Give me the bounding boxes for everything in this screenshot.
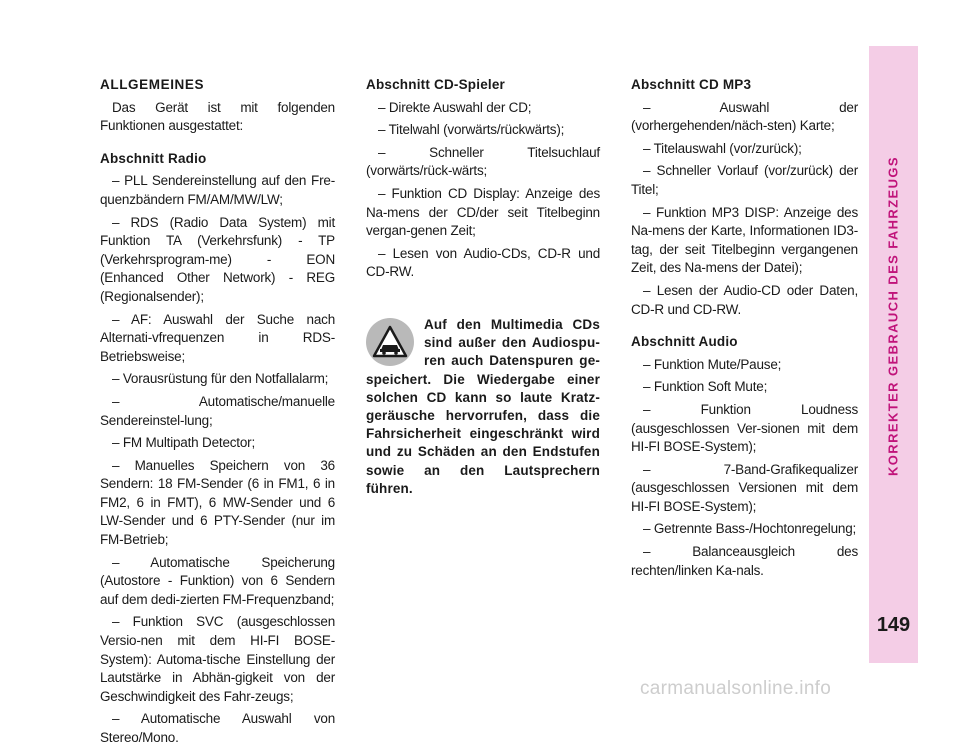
list-item: – Auswahl der (vorhergehenden/näch-sten) Karte; — [631, 99, 858, 134]
list-item: – AF: Auswahl der Suche nach Alternati-vfrequenzen in RDS-Betriebsweise; — [100, 311, 335, 364]
intro-text: Das Gerät ist mit folgenden Funktionen ausgestattet: — [100, 99, 335, 134]
list-item: – Titelwahl (vorwärts/rückwärts); — [378, 122, 565, 138]
section-heading-general: ALLGEMEINES — [100, 77, 205, 92]
list-item: – RDS (Radio Data System) mit Funktion TA (Verkehrsfunk) - TP (Verkehrsprogram-me) - EON (Enhanced Other Network) - REG (Regionalsender); — [100, 214, 335, 304]
list-item: – Funktion Soft Mute; — [643, 379, 768, 395]
column-cd-player — [366, 76, 600, 498]
list-item: – Titelauswahl (vor/zurück); — [643, 140, 802, 156]
warning-car-icon — [366, 318, 414, 366]
list-item: – Funktion Loudness (ausgeschlossen Ver-sionen mit dem HI-FI BOSE-System); — [631, 401, 858, 455]
chapter-title: KORREKTER GEBRAUCH DES FAHRZEUGS — [885, 156, 901, 476]
list-item: – Balanceausgleich des rechten/linken Ka-nals. — [631, 544, 858, 578]
list-item: – Automatische Speicherung (Autostore - Funktion) von 6 Sendern auf dem dedi-zierten FM-Frequenzband; — [100, 554, 335, 607]
column-mp3-audio — [631, 76, 858, 584]
chapter-sidebar — [869, 46, 918, 663]
list-item: – Lesen von Audio-CDs, CD-R und CD-RW. — [366, 245, 600, 280]
page-number: 149 — [876, 614, 911, 636]
list-item: – Automatische/manuelle Sendereinstel-lung; — [100, 393, 335, 428]
list-item: – Schneller Titelsuchlauf (vorwärts/rück-wärts; — [366, 144, 600, 179]
subheading-cd-mp3: Abschnitt CD MP3 — [631, 77, 752, 92]
subheading-radio: Abschnitt Radio — [100, 150, 207, 166]
list-item: – Automatische Auswahl von Stereo/Mono. — [100, 711, 335, 745]
list-item: – Lesen der Audio-CD oder Daten, CD-R und CD-RW. — [631, 282, 858, 317]
list-item: – Funktion Mute/Pause; — [643, 356, 782, 372]
subheading-audio: Abschnitt Audio — [631, 334, 738, 350]
list-item: – Funktion SVC (ausgeschlossen Versio-nen mit dem HI-FI BOSE-System): Automa-tische Einstellung der Lautstärke in Abhän-gigkeit von der Geschwindigkeit des Fahr-zeugs; — [100, 614, 335, 704]
list-item: – Funktion MP3 DISP: Anzeige des Na-mens der Karte, Informationen ID3-tag, der seit Titelbeginn vergangenen Zeit, des Na-mens der Datei); — [631, 204, 858, 276]
list-item: – PLL Sendereinstellung auf den Fre-quenzbändern FM/AM/MW/LW; — [100, 173, 335, 207]
list-item: – Vorausrüstung für den Notfallalarm; — [112, 371, 329, 387]
list-item: – Manuelles Speichern von 36 Sendern: 18 FM-Sender (6 in FM1, 6 in FM2, 6 in FMT), 6 MW-Sender und 6 LW-Sender und 6 PTY-Sender (nur im FM-Betrieb; — [100, 457, 335, 548]
list-item: – 7-Band-Grafikequalizer (ausgeschlossen Versionen mit dem HI-FI BOSE-System); — [631, 461, 858, 514]
list-item: – Schneller Vorlauf (vor/zurück) der Titel; — [631, 163, 858, 197]
list-item: – Getrennte Bass-/Hochtonregelung; — [643, 521, 857, 537]
list-item: – FM Multipath Detector; — [112, 435, 256, 451]
list-item: – Direkte Auswahl der CD; — [378, 99, 532, 115]
list-item: – Funktion CD Display: Anzeige des Na-mens der CD/der seit Titelbeginn vergan-genen Zeit; — [366, 185, 600, 239]
watermark: carmanualsonline.info — [640, 678, 832, 699]
warning-text: Auf den Multimedia CDs sind außer den Audiospu-ren auch Datenspuren ge-speichert. Die Wiedergabe einer solchen CD kann so laute Kratz-geräusche hervorrufen, dass die Fahrsicherheit eingeschränkt wird und zu Schäden an den Endstufen sowie an den Lautsprechern führen. — [366, 316, 600, 496]
subheading-cd-player: Abschnitt CD-Spieler — [366, 77, 506, 92]
warning-box — [366, 316, 600, 498]
column-general — [100, 76, 335, 752]
